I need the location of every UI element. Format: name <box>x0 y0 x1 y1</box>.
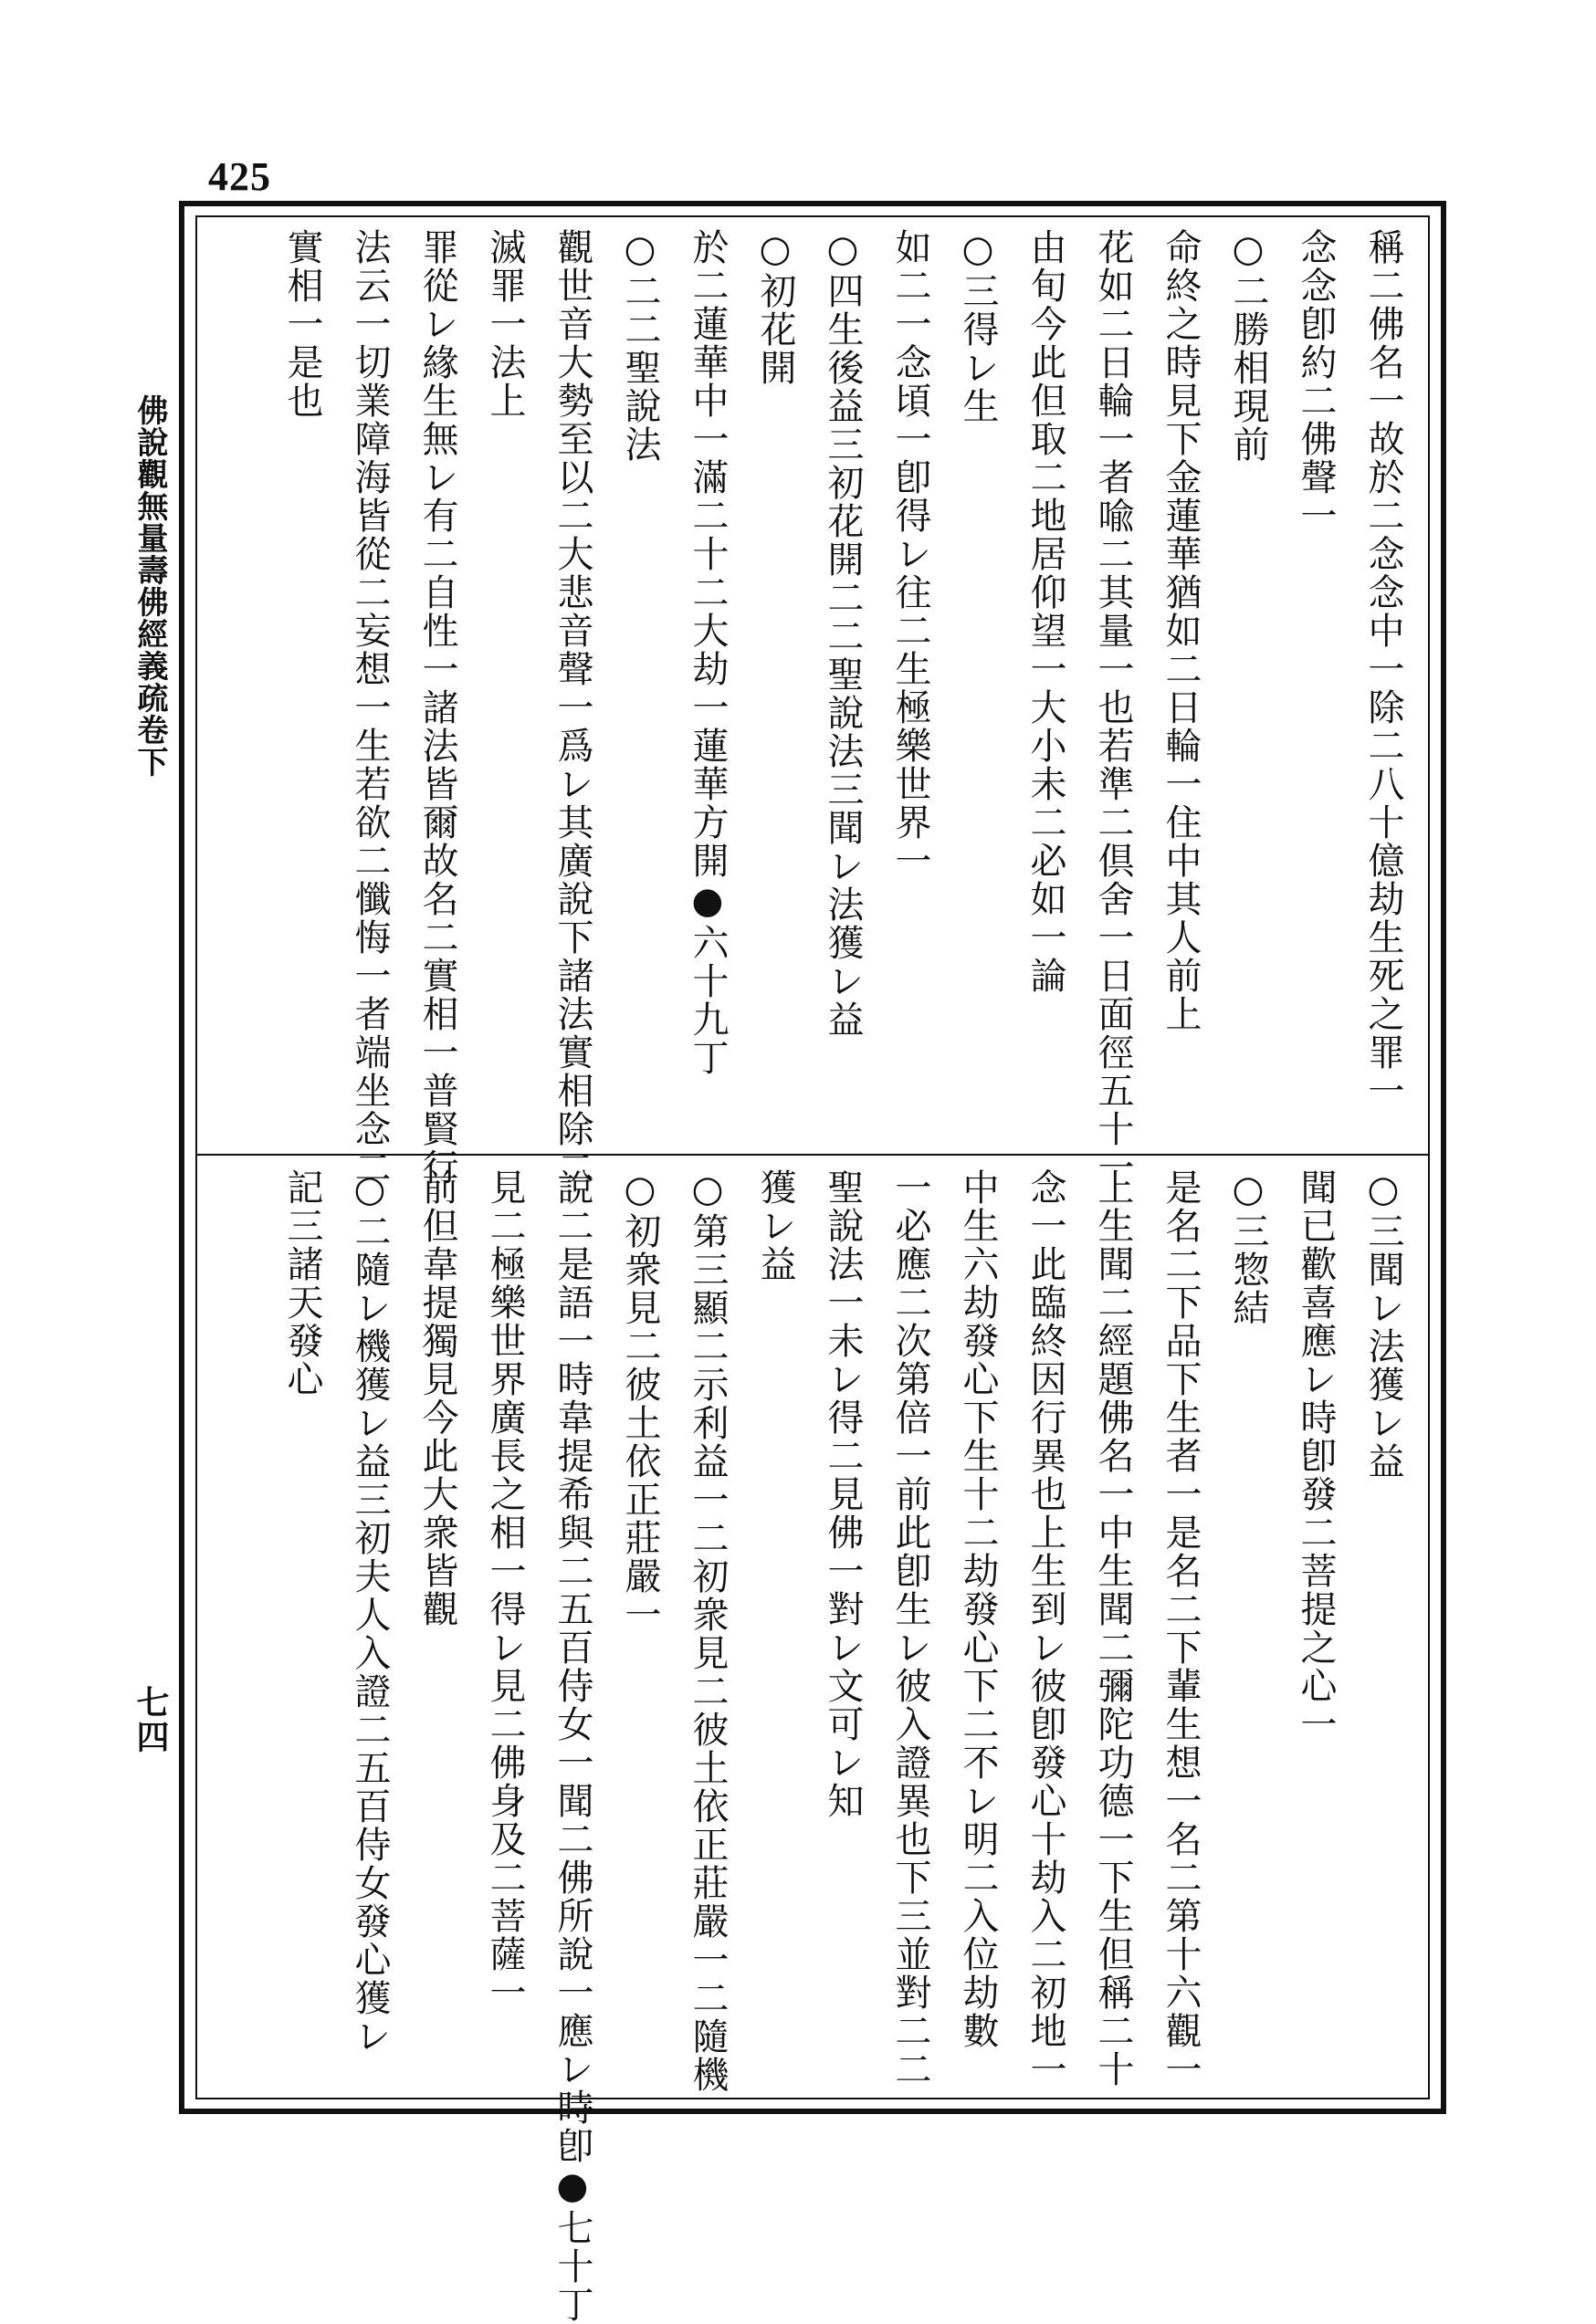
text-column: 念念卽約二佛聲一 <box>1295 228 1337 535</box>
text-column: 實相一是也 <box>281 228 323 420</box>
lower-text-panel <box>219 1168 1415 2324</box>
page-number: 425 <box>208 154 271 199</box>
text-column: 觀世音大勢至以二大悲音聲一爲レ其廣說下諸法實相除二 <box>551 228 593 1187</box>
text-column: 由旬今此但取二地居仰望一大小未二必如一論 <box>1024 228 1066 995</box>
book-title-margin: 佛說觀無量壽佛經義疏卷下 <box>131 394 168 778</box>
text-column: 是名二下品下生者一是名二下輩生想一名二第十六觀一 <box>1160 1168 1202 2088</box>
text-column: 聞已歡喜應レ時卽發二菩提之心一 <box>1295 1168 1337 1743</box>
text-column: 於二蓮華中一滿二十二大劫一蓮華方開●六十九丁 <box>687 228 729 1077</box>
text-column: 前但韋提獨見今此大衆皆觀 <box>416 1168 458 1628</box>
text-column: ○初花開 <box>754 228 796 387</box>
folio-number: 七四 <box>131 1685 170 1754</box>
text-column: ○第三顯二示利益一二初衆見二彼土依正莊嚴一二隨機 <box>687 1168 729 2094</box>
text-column: 說二是語一時韋提希與二五百侍女一聞二佛所說一應レ時卽●七十丁 <box>551 1168 593 2324</box>
text-column: 中生六劫發心下生十二劫發心下二不レ明二入位劫數 <box>957 1168 999 2050</box>
text-column: ○二勝相現前 <box>1227 228 1269 464</box>
text-column: 一必應二次第倍一前此卽生レ彼入證異也下三並對二二 <box>889 1168 931 2088</box>
upper-text-panel <box>219 228 1415 1187</box>
text-column: ○二二聖說法 <box>619 228 661 464</box>
text-column: 法云一切業障海皆從二妄想一生若欲二懺悔一者端坐念二 <box>349 228 391 1187</box>
text-column: 稱二佛名一故於二念念中一除二八十億劫生死之罪一 <box>1362 228 1404 1110</box>
text-column: ○初衆見二彼土依正莊嚴一 <box>619 1168 661 1634</box>
text-column: 念一此臨終因行異也上生到レ彼卽發心十劫入二初地一 <box>1024 1168 1066 2088</box>
text-column: 獲レ益 <box>754 1168 796 1283</box>
text-column: ○三惣結 <box>1227 1168 1269 1327</box>
text-column: 滅罪一法上 <box>484 228 526 420</box>
text-column: ○三得レ生 <box>957 228 999 425</box>
text-column: 記三諸天發心 <box>281 1168 323 1398</box>
text-column: 見二極樂世界廣長之相一得レ見二佛身及二菩薩一 <box>484 1168 526 2012</box>
text-column: 罪從レ緣生無レ有二自性一諸法皆爾故名二實相一普賢行 <box>416 228 458 1187</box>
text-column: 花如二日輪一者喩二其量一也若準二倶舍一日面徑五十一 <box>1092 228 1134 1187</box>
text-column: 命終之時見下金蓮華猶如二日輪一住中其人前上 <box>1160 228 1202 1033</box>
text-column: 上生聞二經題佛名一中生聞二彌陀功德一下生但稱二十 <box>1092 1168 1134 2088</box>
text-column: ○四生後益三初花開二二聖說法三聞レ法獲レ益 <box>822 228 864 1039</box>
text-column: ○二隨レ機獲レ益三初夫人入證二五百侍女發心獲レ <box>349 1168 391 2056</box>
text-column: ○三聞レ法獲レ益 <box>1362 1168 1404 1481</box>
text-column: 聖說法一未レ得二見佛一對レ文可レ知 <box>822 1168 864 1820</box>
text-column: 如二一念頃一卽得レ往二生極樂世界一 <box>889 228 931 880</box>
